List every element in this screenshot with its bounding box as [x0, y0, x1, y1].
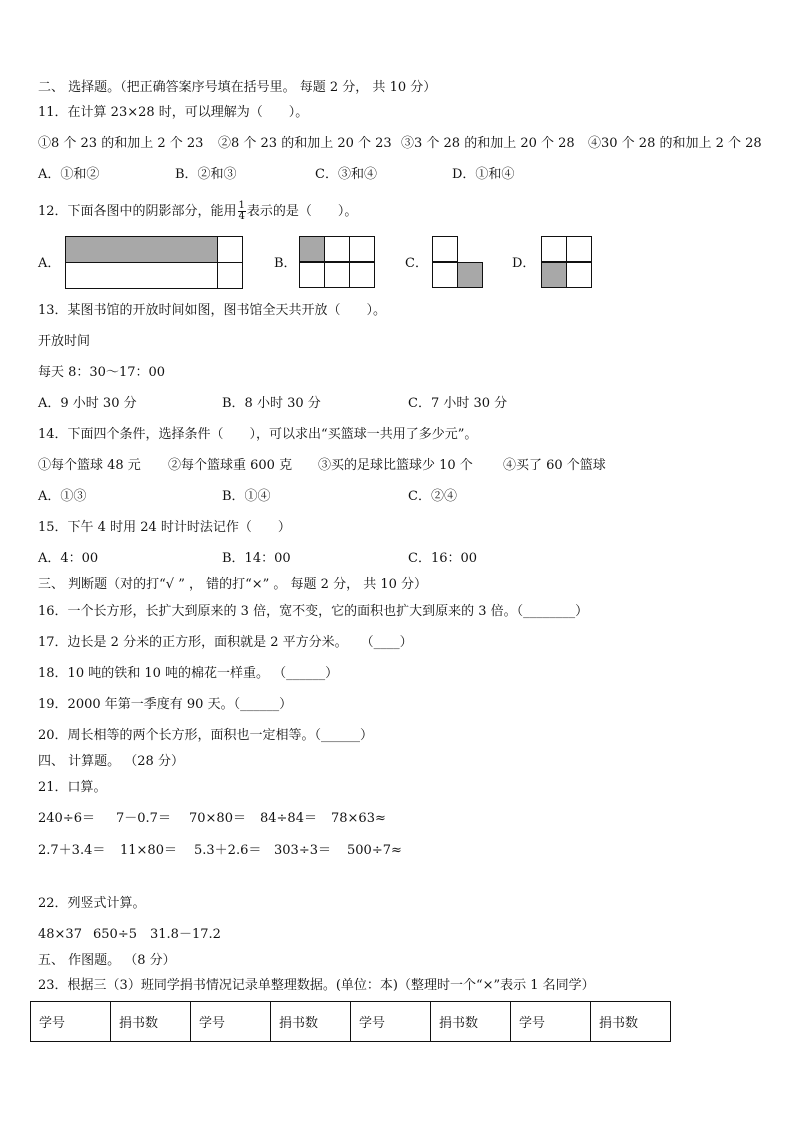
table-row: [31, 1002, 671, 1042]
q11-option-c[interactable]: C．③和④: [315, 167, 377, 182]
oral-calc-item: 5.3＋2.6＝: [194, 843, 262, 858]
question-13-stem: 13．某图书馆的开放时间如图，图书馆全天共开放（ ）。: [38, 303, 387, 318]
figure-a-cell: [217, 262, 243, 289]
q14-item-3: ③买的足球比篮球少 10 个: [318, 458, 473, 473]
figure-d-shaded-cell: [541, 262, 567, 288]
library-sign-title: 开放时间: [38, 334, 91, 349]
q11-item-3: ③3 个 28 的和加上 20 个 28: [401, 136, 575, 151]
q14-option-a[interactable]: A．①③: [38, 489, 87, 504]
section-heading-judge: 三、 判断题（对的打“√ ” ， 错的打“×” 。 每题 2 分， 共 10 分）: [38, 577, 428, 592]
oral-calc-item: 2.7＋3.4＝: [38, 843, 106, 858]
oral-calc-item: 240÷6＝: [38, 811, 95, 826]
header-book-count: 捐书数: [591, 1002, 671, 1042]
oral-calc-item: 11×80＝: [120, 843, 177, 858]
q14-option-c[interactable]: C．②④: [408, 489, 457, 504]
section-heading-choice: 二、 选择题。（把正确答案序号填在括号里。 每题 2 分， 共 10 分）: [38, 80, 437, 95]
q12-label-d[interactable]: D．: [512, 256, 536, 271]
library-sign-hours: 每天 8：30～17：00: [38, 365, 166, 380]
header-book-count: 捐书数: [111, 1002, 191, 1042]
question-19: 19．2000 年第一季度有 90 天。（______）: [38, 697, 293, 712]
q12-label-b[interactable]: B．: [274, 256, 297, 271]
q12-stem-before: 12．下面各图中的阴影部分，能用: [38, 204, 237, 219]
figure-b-cell: [324, 236, 350, 262]
vertical-calc-item: 48×37: [38, 927, 82, 942]
question-18: 18．10 吨的铁和 10 吨的棉花一样重。 （______）: [38, 666, 339, 681]
q15-option-c[interactable]: C．16：00: [408, 551, 478, 566]
question-21-stem: 21．口算。: [38, 780, 107, 795]
donation-record-table: [30, 1001, 671, 1042]
q12-label-a[interactable]: A．: [38, 256, 61, 271]
question-22-stem: 22．列竖式计算。: [38, 896, 146, 911]
q13-option-c[interactable]: C．7 小时 30 分: [408, 396, 508, 411]
q15-option-b[interactable]: B．14：00: [222, 551, 291, 566]
oral-calc-item: 84÷84＝: [260, 811, 317, 826]
figure-a-shaded-region: [65, 236, 218, 263]
figure-d-cell: [566, 236, 592, 262]
fraction-denominator: 4: [238, 211, 245, 222]
oral-calc-item: 303÷3＝: [274, 843, 331, 858]
q14-item-2: ②每个篮球重 600 克: [168, 458, 293, 473]
figure-c-cell: [432, 262, 458, 288]
q13-option-a[interactable]: A．9 小时 30 分: [38, 396, 137, 411]
question-23-stem: 23．根据三（3）班同学捐书情况记录单整理数据。(单位：本)（整理时一个“×”表示 1 名同学）: [38, 978, 595, 993]
section-heading-drawing: 五、 作图题。 （8 分）: [38, 953, 176, 968]
figure-d-cell: [566, 262, 592, 288]
question-12-stem: [38, 201, 357, 222]
figure-a-cell: [217, 236, 243, 263]
q11-option-b[interactable]: B．②和③: [175, 167, 237, 182]
fraction-one-quarter: [238, 201, 246, 222]
figure-d-cell: [541, 236, 567, 262]
figure-b-cell: [324, 262, 350, 288]
question-17: 17．边长是 2 分米的正方形，面积就是 2 平方分米。 （____）: [38, 635, 413, 650]
vertical-calc-item: 650÷5: [93, 927, 137, 942]
q14-item-1: ①每个篮球 48 元: [38, 458, 141, 473]
oral-calc-item: 7－0.7＝: [116, 811, 171, 826]
figure-a[interactable]: [65, 236, 243, 289]
oral-calc-item: 70×80＝: [189, 811, 246, 826]
q12-stem-after: 表示的是（ ）。: [246, 204, 358, 219]
figure-c-shaded-cell: [457, 262, 483, 288]
vertical-calc-item: 31.8－17.2: [150, 927, 221, 942]
header-book-count: 捐书数: [271, 1002, 351, 1042]
figure-c-cell: [432, 236, 458, 262]
figure-b-cell: [349, 262, 375, 288]
figure-c[interactable]: [432, 236, 482, 288]
header-student-id: 学号: [351, 1002, 431, 1042]
fraction-numerator: 1: [238, 200, 245, 211]
q15-option-a[interactable]: A．4：00: [38, 551, 99, 566]
q11-item-1: ①8 个 23 的和加上 2 个 23: [38, 136, 204, 151]
oral-calc-item: 500÷7≈: [347, 843, 402, 858]
q11-item-4: ④30 个 28 的和加上 2 个 28: [588, 136, 762, 151]
figure-d[interactable]: [541, 236, 592, 288]
header-student-id: 学号: [31, 1002, 111, 1042]
figure-b-shaded-cell: [299, 236, 325, 262]
question-20: 20．周长相等的两个长方形，面积也一定相等。（______）: [38, 728, 374, 743]
figure-b[interactable]: [299, 236, 375, 288]
q14-item-4: ④买了 60 个篮球: [503, 458, 606, 473]
figure-a-cell: [65, 262, 218, 289]
q12-label-c[interactable]: C．: [405, 256, 428, 271]
oral-calc-item: 78×63≈: [331, 811, 386, 826]
section-heading-calc: 四、 计算题。 （28 分）: [38, 754, 184, 769]
figure-b-cell: [299, 262, 325, 288]
q13-option-b[interactable]: B．8 小时 30 分: [222, 396, 321, 411]
question-11-stem: 11．在计算 23×28 时，可以理解为（ ）。: [38, 105, 309, 120]
q11-option-a[interactable]: A．①和②: [38, 167, 100, 182]
q11-option-d[interactable]: D．①和④: [452, 167, 515, 182]
q11-item-2: ②8 个 23 的和加上 20 个 23: [218, 136, 392, 151]
header-student-id: 学号: [191, 1002, 271, 1042]
question-16: 16．一个长方形，长扩大到原来的 3 倍，宽不变，它的面积也扩大到原来的 3 倍。（________）: [38, 604, 589, 619]
q14-option-b[interactable]: B．①④: [222, 489, 271, 504]
question-14-stem: 14．下面四个条件，选择条件（ ），可以求出“买篮球一共用了多少元”。: [38, 427, 478, 442]
header-book-count: 捐书数: [431, 1002, 511, 1042]
header-student-id: 学号: [511, 1002, 591, 1042]
question-15-stem: 15．下午 4 时用 24 时计时法记作（ ）: [38, 520, 291, 535]
figure-b-cell: [349, 236, 375, 262]
